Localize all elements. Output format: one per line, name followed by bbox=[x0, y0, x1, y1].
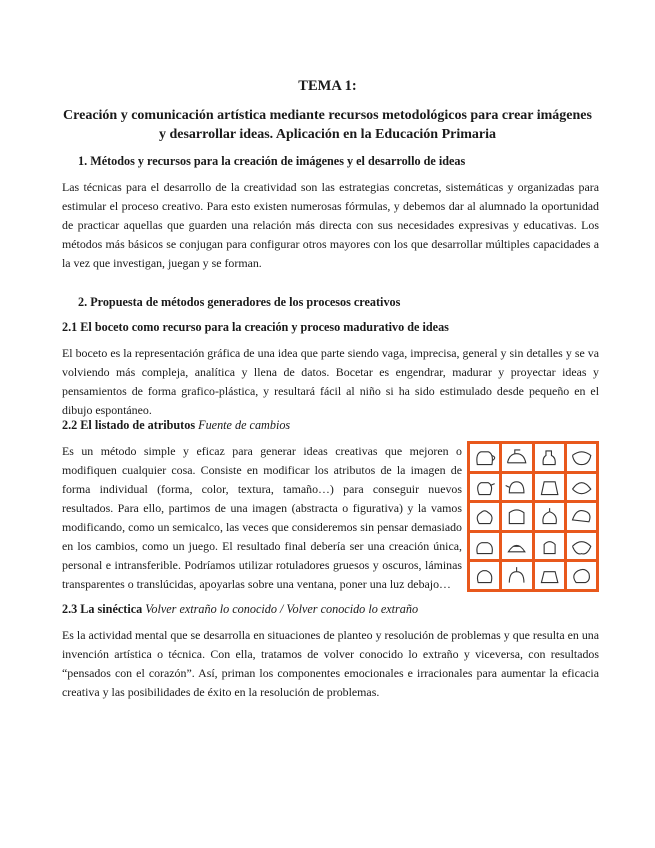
jug-sketch-path bbox=[510, 567, 525, 583]
jug-sketch-icon bbox=[470, 533, 499, 560]
jug-sketch-cell bbox=[470, 474, 499, 501]
jug-sketch-cell bbox=[470, 503, 499, 530]
jug-sketch-icon bbox=[535, 562, 564, 589]
jug-sketch-icon bbox=[502, 533, 531, 560]
jug-sketch-cell bbox=[535, 503, 564, 530]
jug-sketch-cell bbox=[502, 533, 531, 560]
jug-sketch-path bbox=[574, 570, 590, 583]
jug-sketch-path bbox=[572, 452, 590, 465]
jug-sketch-path bbox=[477, 571, 491, 583]
jug-sketch-icon bbox=[502, 562, 531, 589]
jug-sketch-cell bbox=[502, 444, 531, 471]
section-2-3-body: Es la actividad mental que se desarrolla en situaciones de planteo y resolución de problemas y que resulta en una invención artística o técnica. Con ella, tratamos de volver conocido lo extraño y viceversa, con resultados “pensados con el corazón”. Así, priman los componentes emocionales e irracionales para aumentar la eficacia creativa y las posibilidades de éxito en la resolución de problemas. bbox=[62, 628, 599, 699]
jug-sketch-icon bbox=[470, 562, 499, 589]
jug-sketch-icon bbox=[535, 474, 564, 501]
jug-sketch-path bbox=[541, 481, 557, 494]
jug-sketch-cell bbox=[502, 503, 531, 530]
jug-sketch-cell bbox=[535, 444, 564, 471]
section-2-1-body: El boceto es la representación gráfica de una idea que parte siendo vaga, imprecisa, general y sin detalles y se va volviendo más compleja, analítica y llena de datos. Bocetar es engendrar, madurar y proyectar ideas y pensamientos de forma grafico-plástica, y resultará fácil al niño si ha sido estimulado desde pequeño en el dibujo espontáneo. bbox=[62, 346, 599, 417]
jug-sketch-cell bbox=[470, 444, 499, 471]
jug-sketch-icon bbox=[567, 474, 596, 501]
jug-sketch-cell bbox=[502, 474, 531, 501]
jug-sketch-cell bbox=[567, 474, 596, 501]
attribute-list-figure bbox=[467, 441, 599, 592]
section-2-2-title: 2.2 El listado de atributos bbox=[62, 418, 196, 432]
jug-sketch-path bbox=[544, 542, 555, 554]
jug-sketch-path bbox=[506, 481, 524, 492]
jug-sketch-cell bbox=[567, 444, 596, 471]
jug-sketch-icon bbox=[567, 503, 596, 530]
jug-sketch-icon bbox=[502, 503, 531, 530]
section-2-2-heading bbox=[62, 418, 290, 433]
jug-sketch-path bbox=[508, 450, 526, 463]
section-2-heading: 2. Propuesta de métodos generadores de los procesos creativos bbox=[78, 295, 401, 309]
jug-sketch-path bbox=[572, 482, 590, 493]
jug-sketch-path bbox=[542, 508, 555, 524]
jug-sketch-path bbox=[572, 511, 589, 522]
jug-sketch-cell bbox=[535, 533, 564, 560]
section-2-3-heading bbox=[62, 602, 418, 617]
jug-sketch-icon bbox=[535, 503, 564, 530]
jug-sketch-cell bbox=[535, 562, 564, 589]
page-subtitle: Creación y comunicación artística mediante recursos metodológicos para crear imágenes y desarrollar ideas. Aplicación en la Educación Primaria bbox=[63, 108, 592, 142]
jug-sketch-icon bbox=[502, 474, 531, 501]
jug-sketch-icon bbox=[567, 562, 596, 589]
jug-sketch-path bbox=[541, 572, 557, 583]
page-title: TEMA 1: bbox=[298, 78, 357, 94]
section-2-3-subtitle: Volver extraño lo conocido / Volver conocido lo extraño bbox=[145, 602, 419, 616]
jug-sketch-path bbox=[478, 482, 495, 494]
jug-sketch-path bbox=[477, 542, 492, 553]
jug-sketch-icon bbox=[470, 474, 499, 501]
jug-sketch-cell bbox=[567, 533, 596, 560]
jug-sketch-icon bbox=[470, 503, 499, 530]
section-2-1-heading: 2.1 El boceto como recurso para la creación y proceso madurativo de ideas bbox=[62, 320, 449, 334]
jug-sketch-icon bbox=[535, 533, 564, 560]
section-2-3-title: 2.3 La sinéctica bbox=[62, 602, 143, 616]
jug-sketch-cell bbox=[567, 562, 596, 589]
jug-sketch-cell bbox=[470, 533, 499, 560]
jug-sketch-icon bbox=[470, 444, 499, 471]
jug-sketch-path bbox=[477, 511, 492, 524]
jug-sketch-cell bbox=[470, 562, 499, 589]
section-1-heading: 1. Métodos y recursos para la creación de imágenes y el desarrollo de ideas bbox=[78, 154, 466, 168]
jug-sketch-cell bbox=[535, 474, 564, 501]
section-1-body: Las técnicas para el desarrollo de la creatividad son las estrategias concretas, sistemáticas y organizadas para estimular el proceso creativo. Para esto existen numerosas fórmulas, y debemos dar al alumnado la oportunidad de practicar aquellas que guarden una relación más directa con sus necesidades expresivas y educativas. Los métodos más básicos se conjugan para configurar otros mayores con los que desarrollar múltiples capacidades a la vez que investigan, juegan y se forman. bbox=[62, 180, 599, 270]
jug-sketch-path bbox=[572, 542, 590, 554]
section-2-2-subtitle: Fuente de cambios bbox=[198, 418, 291, 432]
jug-sketch-path bbox=[509, 545, 525, 551]
jug-sketch-icon bbox=[567, 533, 596, 560]
section-2-2-body: Es un método simple y eficaz para generar ideas creativas que mejoren o modifiquen cualquier cosa. Consiste en modificar los atributos de la imagen de forma individual (forma, color, textura, tamaño…) para conseguir nuevos resultados. Para ello, partimos de una imagen (abstracta o figurativa) y la vamos modificando, como un semicalco, las veces que consideremos sin pensar demasiado en los cambios, como un juego. El resultado final debería ser una creación única, personal e intransferible. Podríamos utilizar rotuladores gruesos y oscuros, láminas transparentes o translúcidas, apoyarlas sobre una ventana, poner una luz debajo… bbox=[62, 444, 462, 591]
jug-sketch-cell bbox=[502, 562, 531, 589]
jug-sketch-path bbox=[477, 452, 495, 465]
jug-sketch-path bbox=[510, 510, 525, 524]
jug-sketch-icon bbox=[567, 444, 596, 471]
jug-sketch-icon bbox=[535, 444, 564, 471]
jug-sketch-cell bbox=[567, 503, 596, 530]
jug-sketch-icon bbox=[502, 444, 531, 471]
jug-sketch-path bbox=[543, 451, 555, 465]
